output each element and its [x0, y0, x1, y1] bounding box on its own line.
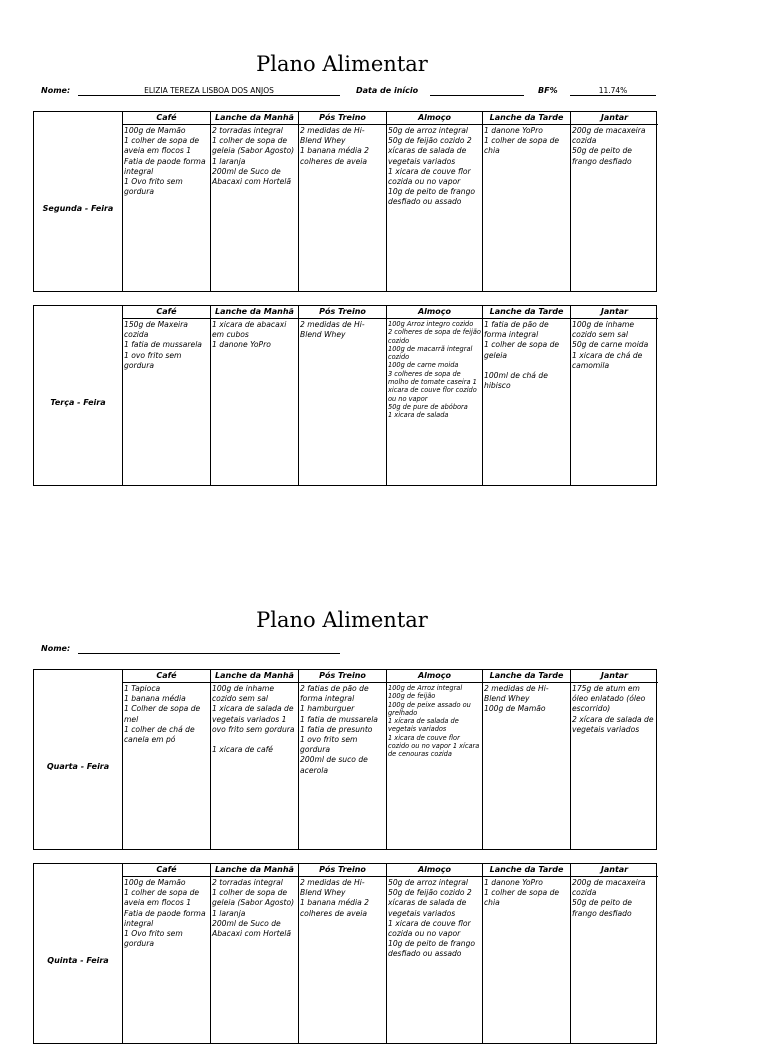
meal-cell-pos-treino: 2 medidas de Hi-Blend Whey [298, 319, 386, 485]
col-header-cafe: Café [122, 670, 210, 683]
name-label-2: Nome: [41, 644, 71, 653]
day-label-segunda: Segunda - Feira [42, 203, 114, 213]
col-header-cafe: Café [122, 306, 210, 319]
name-label-1: Nome: [41, 86, 71, 95]
meal-cell-lanche-tarde: 1 danone YoPro 1 colher de sopa de chia [482, 125, 570, 291]
plan-title-1: Plano Alimentar [256, 52, 428, 76]
meal-cell-almoco: 100g Arroz integro cozido 2 colheres de sopa de feijão cozido 100g de macarrã integral cozido 100g de carne moida 3 colheres de sopa de molho de tomate caseira 1 xicara de couve flor cozido ou no vapor 50g de pure de abóbora 1 xicara de salada [386, 319, 482, 485]
col-header-cafe: Café [122, 112, 210, 125]
col-header-jantar: Jantar [570, 306, 658, 319]
meal-cell-lanche-manha: 1 xicara de abacaxi em cubos 1 danone YoPro [210, 319, 298, 485]
meal-cell-jantar: 200g de macaxeira cozida 50g de peito de frango desfiado [570, 125, 658, 291]
day-label-terca: Terça - Feira [50, 397, 106, 407]
col-header-lanche-tarde: Lanche da Tarde [482, 864, 570, 877]
meal-cell-cafe: 100g de Mamão 1 colher de sopa de aveia em flocos 1 Fatia de paode forma integral 1 Ovo frito sem gordura [122, 877, 210, 1043]
col-header-lanche-manha: Lanche da Manhã [210, 112, 298, 125]
meal-table-quarta [33, 669, 657, 850]
corner-cell [34, 112, 122, 125]
meal-cell-lanche-manha: 100g de inhame cozido sem sal 1 xicara de salada de vegetais variados 1 ovo frito sem gordura 1 xicara de café [210, 683, 298, 849]
meal-cell-pos-treino: 2 medidas de Hi-Blend Whey 1 banana média 2 colheres de aveia [298, 877, 386, 1043]
corner-cell [34, 864, 122, 877]
col-header-almoco: Almoço [386, 112, 482, 125]
name-field-1[interactable]: ELIZIA TEREZA LISBOA DOS ANJOS [78, 86, 340, 96]
meal-cell-cafe: 150g de Maxeira cozida 1 fatia de mussarela 1 ovo frito sem gordura [122, 319, 210, 485]
meal-cell-cafe: 100g de Mamão 1 colher de sopa de aveia em flocos 1 Fatia de paode forma integral 1 Ovo frito sem gordura [122, 125, 210, 291]
meal-cell-lanche-manha: 2 torradas integral 1 colher de sopa de geleia (Sabor Agosto) 1 laranja 200ml de Suco de Abacaxi com Hortelã [210, 877, 298, 1043]
col-header-lanche-manha: Lanche da Manhã [210, 864, 298, 877]
meal-table-quinta [33, 863, 657, 1044]
plan-title-2: Plano Alimentar [256, 608, 428, 632]
col-header-lanche-tarde: Lanche da Tarde [482, 670, 570, 683]
col-header-lanche-tarde: Lanche da Tarde [482, 112, 570, 125]
col-header-pos-treino: Pós Treino [298, 306, 386, 319]
day-label-quinta: Quinta - Feira [47, 955, 109, 965]
col-header-almoco: Almoço [386, 864, 482, 877]
meal-cell-pos-treino: 2 fatias de pão de forma integral 1 hamburguer 1 fatia de mussarela 1 fatia de presunto 1 ovo frito sem gordura 200ml de suco de acerola [298, 683, 386, 849]
meal-cell-lanche-tarde: 1 fatia de pão de forma integral 1 colher de sopa de geleia 100ml de chá de hibisco [482, 319, 570, 485]
col-header-lanche-tarde: Lanche da Tarde [482, 306, 570, 319]
meal-cell-jantar: 200g de macaxeira cozida 50g de peito de frango desfiado [570, 877, 658, 1043]
start-date-field[interactable] [430, 86, 524, 96]
day-label-quarta: Quarta - Feira [46, 761, 110, 771]
meal-cell-almoco: 100g de Arroz integral 100g de feijão 100g de peixe assado ou grelhado 1 xícara de salada de vegetais variados 1 xicara de couve flor cozido ou no vapor 1 xícara de cenouras cozida [386, 683, 482, 849]
col-header-almoco: Almoço [386, 306, 482, 319]
start-date-label: Data de início [356, 86, 419, 95]
meal-table-terca [33, 305, 657, 486]
corner-cell [34, 306, 122, 319]
meal-cell-jantar: 100g de inhame cozido sem sal 50g de carne moida 1 xicara de chá de camomila [570, 319, 658, 485]
col-header-jantar: Jantar [570, 864, 658, 877]
bf-field[interactable]: 11.74% [570, 86, 656, 96]
col-header-lanche-manha: Lanche da Manhã [210, 670, 298, 683]
name-field-2[interactable] [78, 644, 340, 654]
col-header-cafe: Café [122, 864, 210, 877]
meal-cell-cafe: 1 Tapioca 1 banana média 1 Colher de sopa de mel 1 colher de chá de canela em pó [122, 683, 210, 849]
meal-cell-lanche-tarde: 1 danone YoPro 1 colher de sopa de chia [482, 877, 570, 1043]
meal-cell-lanche-manha: 2 torradas integral 1 colher de sopa de geleia (Sabor Agosto) 1 laranja 200ml de Suco de Abacaxi com Hortelã [210, 125, 298, 291]
meal-table-segunda [33, 111, 657, 292]
col-header-lanche-manha: Lanche da Manhã [210, 306, 298, 319]
meal-cell-lanche-tarde: 2 medidas de Hi-Blend Whey 100g de Mamão [482, 683, 570, 849]
col-header-pos-treino: Pós Treino [298, 112, 386, 125]
meal-cell-almoco: 50g de arroz integral 50g de feijão cozido 2 xícaras de salada de vegetais variados 1 xicara de couve flor cozida ou no vapor 10g de peito de frango desfiado ou assado [386, 125, 482, 291]
col-header-almoco: Almoço [386, 670, 482, 683]
col-header-jantar: Jantar [570, 112, 658, 125]
corner-cell [34, 670, 122, 683]
bf-label: BF% [538, 86, 558, 95]
col-header-jantar: Jantar [570, 670, 658, 683]
meal-cell-jantar: 175g de atum em óleo enlatado (óleo escorrido) 2 xícara de salada de vegetais variados [570, 683, 658, 849]
meal-cell-pos-treino: 2 medidas de Hi-Blend Whey 1 banana média 2 colheres de aveia [298, 125, 386, 291]
meal-cell-almoco: 50g de arroz integral 50g de feijão cozido 2 xícaras de salada de vegetais variados 1 xicara de couve flor cozida ou no vapor 10g de peito de frango desfiado ou assado [386, 877, 482, 1043]
col-header-pos-treino: Pós Treino [298, 864, 386, 877]
col-header-pos-treino: Pós Treino [298, 670, 386, 683]
